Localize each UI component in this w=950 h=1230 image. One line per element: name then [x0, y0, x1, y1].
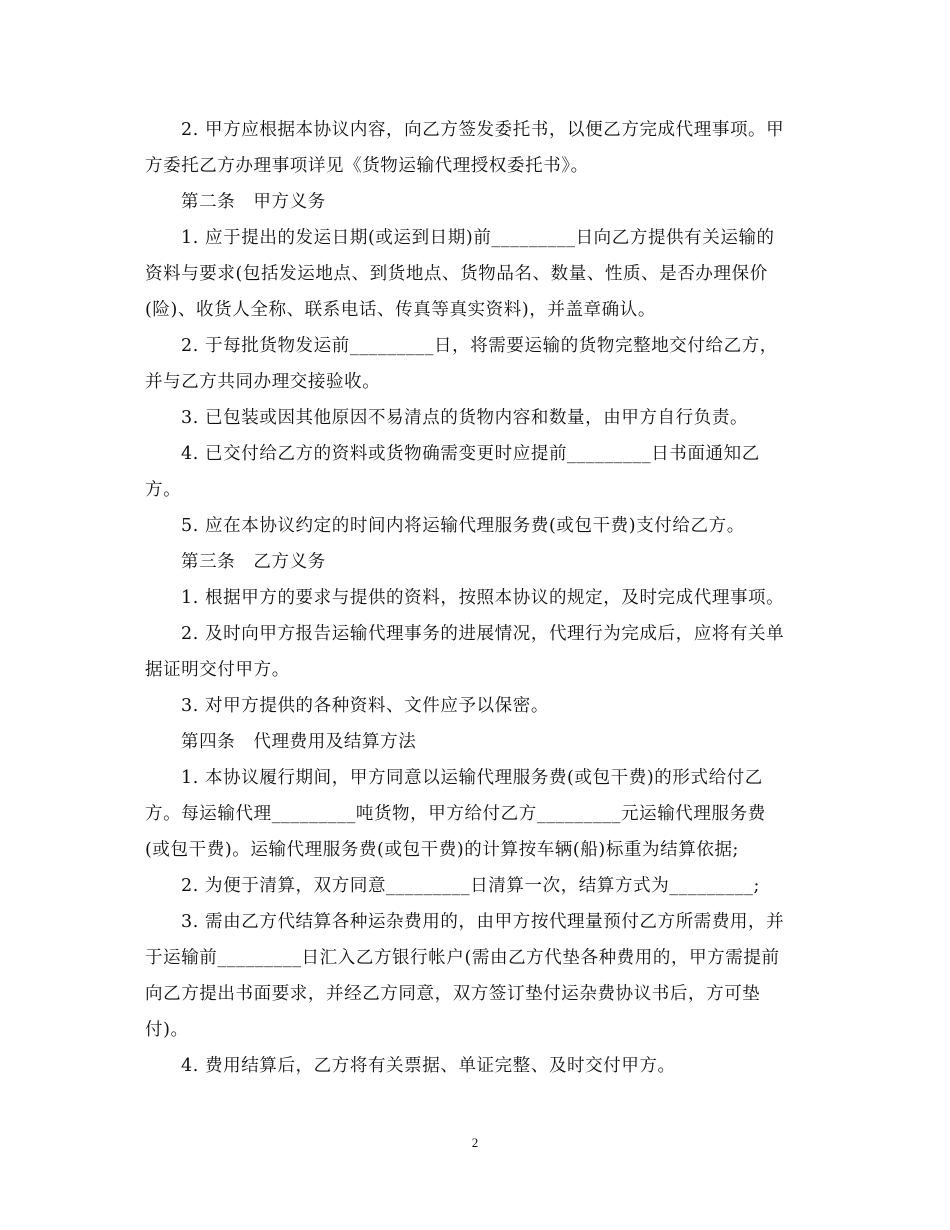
text-line: 1. 本协议履行期间，甲方同意以运输代理服务费(或包干费)的形式给付乙: [181, 768, 763, 788]
text-line: 于运输前_________日汇入乙方银行帐户(需由乙方代垫各种费用的，甲方需提前: [145, 948, 780, 968]
text-line: 1. 应于提出的发运日期(或运到日期)前_________日向乙方提供有关运输的: [181, 228, 775, 248]
text-line: 2. 于每批货物发运前_________日，将需要运输的货物完整地交付给乙方，: [181, 336, 778, 356]
text-line: 资料与要求(包括发运地点、到货地点、货物品名、数量、性质、是否办理保价: [145, 264, 768, 284]
text-line: (或包干费)。运输代理服务费(或包干费)的计算按车辆(船)标重为结算依据;: [145, 840, 740, 860]
text-line: 向乙方提出书面要求，并经乙方同意，双方签订垫付运杂费协议书后，方可垫: [145, 984, 761, 1004]
text-line: 2. 及时向甲方报告运输代理事务的进展情况，代理行为完成后，应将有关单: [181, 624, 785, 644]
text-line: 3. 需由乙方代结算各种运杂费用的，由甲方按代理量预付乙方所需费用，并: [181, 912, 785, 932]
text-line: (险)、收货人全称、联系电话、传真等真实资料)，并盖章确认。: [145, 300, 656, 320]
text-line: 并与乙方共同办理交接验收。: [145, 372, 381, 392]
text-line: 2. 为便于清算，双方同意_________日清算一次，结算方式为_________;: [181, 876, 760, 896]
text-line: 方。每运输代理_________吨货物，甲方给付乙方_________元运输代理服务费: [145, 804, 766, 824]
text-line: 3. 已包装或因其他原因不易清点的货物内容和数量，由甲方自行负责。: [181, 408, 749, 428]
article-heading: 第三条 乙方义务: [181, 552, 326, 572]
text-line: 方委托乙方办理事项详见《货物运输代理授权委托书》。: [145, 156, 589, 176]
document-body: [145, 112, 810, 1084]
text-line: 据证明交付甲方。: [145, 660, 290, 680]
article-heading: 第二条 甲方义务: [181, 192, 326, 212]
text-line: 方。: [145, 480, 182, 500]
text-line: 2. 甲方应根据本协议内容，向乙方签发委托书，以便乙方完成代理事项。甲: [181, 120, 785, 140]
page-number: 2: [471, 1135, 479, 1150]
text-line: 1. 根据甲方的要求与提供的资料，按照本协议的规定，及时完成代理事项。: [181, 588, 785, 608]
article-heading: 第四条 代理费用及结算方法: [181, 732, 417, 752]
text-line: 4. 费用结算后，乙方将有关票据、单证完整、及时交付甲方。: [181, 1056, 676, 1076]
text-line: 3. 对甲方提供的各种资料、文件应予以保密。: [181, 696, 549, 716]
text-line: 5. 应在本协议约定的时间内将运输代理服务费(或包干费)支付给乙方。: [181, 516, 745, 536]
text-line: 4. 已交付给乙方的资料或货物确需变更时应提前_________日书面通知乙: [181, 444, 760, 464]
text-line: 付)。: [145, 1020, 189, 1040]
